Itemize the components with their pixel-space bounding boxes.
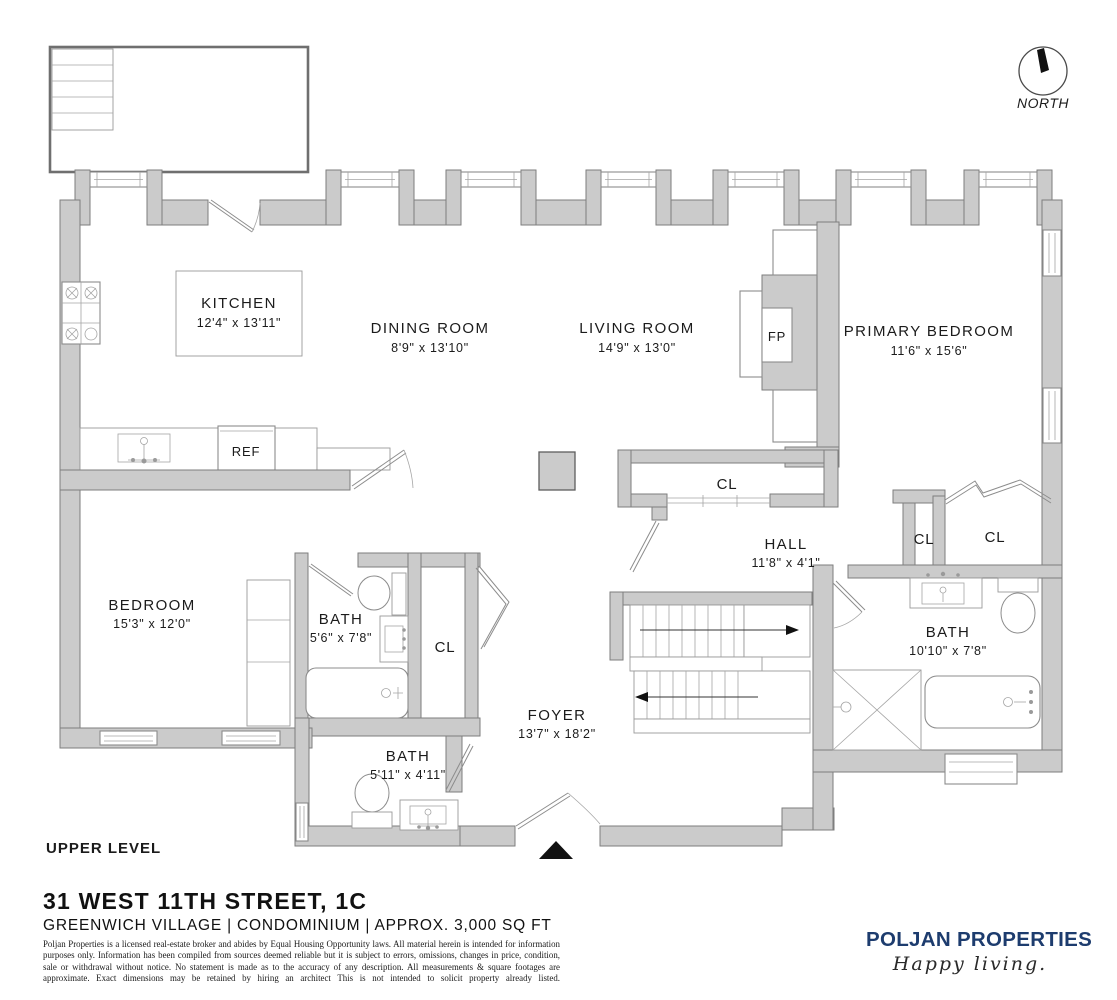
window	[341, 172, 399, 187]
toilet-icon	[358, 573, 406, 615]
closet-door-chevron	[476, 566, 509, 649]
wall-kitchen-bedroom	[60, 470, 350, 490]
room-dims-bedroom: 15'3" x 12'0"	[113, 617, 191, 631]
window	[100, 731, 157, 745]
north-needle	[1037, 48, 1049, 73]
terrace-steps	[52, 49, 113, 130]
sink-icon	[400, 800, 458, 830]
room-dims-bath3: 10'10" x 7'8"	[909, 644, 987, 658]
room-dims-kitchen: 12'4" x 13'11"	[196, 316, 282, 330]
exterior-wall-bottom	[460, 808, 834, 846]
room-label-bath1: BATH	[318, 611, 364, 628]
windows-top	[90, 172, 1037, 187]
exterior-wall-top	[60, 170, 1062, 225]
brand-tagline: Happy living.	[892, 953, 1048, 975]
room-dims-primary-bedroom: 11'6" x 15'6"	[890, 344, 968, 358]
window	[222, 731, 280, 745]
window	[851, 172, 911, 187]
room-label-bedroom: BEDROOM	[108, 597, 196, 614]
entry-marker	[539, 841, 573, 859]
exterior-wall-bottom-left	[60, 728, 312, 748]
room-dims-bath2: 5'11" x 4'11"	[370, 768, 446, 782]
toilet-icon	[352, 774, 392, 828]
listing-address: 31 WEST 11TH STREET, 1C	[43, 888, 368, 914]
refrigerator-label: REF	[231, 444, 261, 459]
bath1-door	[309, 564, 353, 596]
bathtub-icon	[925, 676, 1040, 728]
room-label-kitchen: KITCHEN	[201, 295, 277, 312]
room-label-primary-bedroom: PRIMARY BEDROOM	[843, 323, 1015, 340]
window	[90, 172, 147, 187]
toilet-icon	[998, 578, 1038, 633]
terrace	[50, 47, 308, 172]
room-dims-dining: 8'9" x 13'10"	[391, 341, 469, 355]
room-dims-hall: 11'8" x 4'1"	[751, 556, 821, 570]
range-icon	[62, 282, 100, 344]
hall-door	[630, 521, 659, 572]
listing-subtitle: GREENWICH VILLAGE | CONDOMINIUM | APPROX. 3,000 SQ FT	[43, 917, 552, 934]
fireplace	[740, 222, 839, 467]
room-label-bath2: BATH	[385, 748, 431, 765]
window	[461, 172, 521, 187]
closet-bifold-doors	[945, 480, 1051, 504]
window	[1043, 388, 1061, 443]
window	[1043, 230, 1061, 276]
closet-label-mid: CL	[434, 639, 456, 656]
room-dims-living: 14'9" x 13'0"	[598, 341, 676, 355]
room-dims-bath1: 5'6" x 7'8"	[309, 631, 373, 645]
room-dims-foyer: 13'7" x 18'2"	[518, 727, 596, 741]
window	[945, 754, 1017, 784]
room-label-living: LIVING ROOM	[579, 320, 695, 337]
level-label: UPPER LEVEL	[46, 840, 162, 857]
room-label-dining: DINING ROOM	[370, 320, 490, 337]
column	[539, 452, 575, 490]
listing-disclaimer: Poljan Properties is a licensed real-estate broker and abides by Equal Housing Opportunity laws. All material herein is intended for information purposes only. Information has been compiled from sources deemed reliable but it is subject to errors, omissions, changes in price, condition, sale or withdrawal without notice. No statement is made as to the accuracy of any description. All measurements & square footages are approximate. Exact dimensions may be retained by hiring an architect This is not intended to solicit property already listed.	[43, 939, 560, 984]
brand-logo	[866, 928, 1093, 975]
window	[979, 172, 1037, 187]
closet-label-small: CL	[913, 531, 935, 548]
window	[601, 172, 656, 187]
terrace-door	[209, 200, 260, 232]
brand-name: POLJAN PROPERTIES	[866, 928, 1093, 951]
compass	[1019, 47, 1067, 95]
kitchen-island	[176, 271, 302, 356]
compass-label: NORTH	[1016, 95, 1070, 111]
bath3-walls	[813, 490, 1062, 830]
shower-icon	[833, 670, 921, 750]
window	[296, 803, 308, 841]
closet-label-hall: CL	[716, 476, 738, 493]
window	[728, 172, 784, 187]
closet-label-primary: CL	[984, 529, 1006, 546]
entry-door	[516, 793, 600, 829]
bathtub-icon	[306, 668, 408, 718]
room-label-hall: HALL	[764, 536, 808, 553]
room-label-bath3: BATH	[925, 624, 971, 641]
staircase	[610, 592, 812, 733]
room-label-foyer: FOYER	[527, 707, 587, 724]
exterior-wall-right	[1042, 200, 1062, 772]
bedroom-closet-shelves	[247, 580, 290, 726]
fireplace-label: FP	[767, 329, 787, 344]
sink-icon	[380, 616, 408, 662]
bath3-door	[833, 581, 865, 628]
